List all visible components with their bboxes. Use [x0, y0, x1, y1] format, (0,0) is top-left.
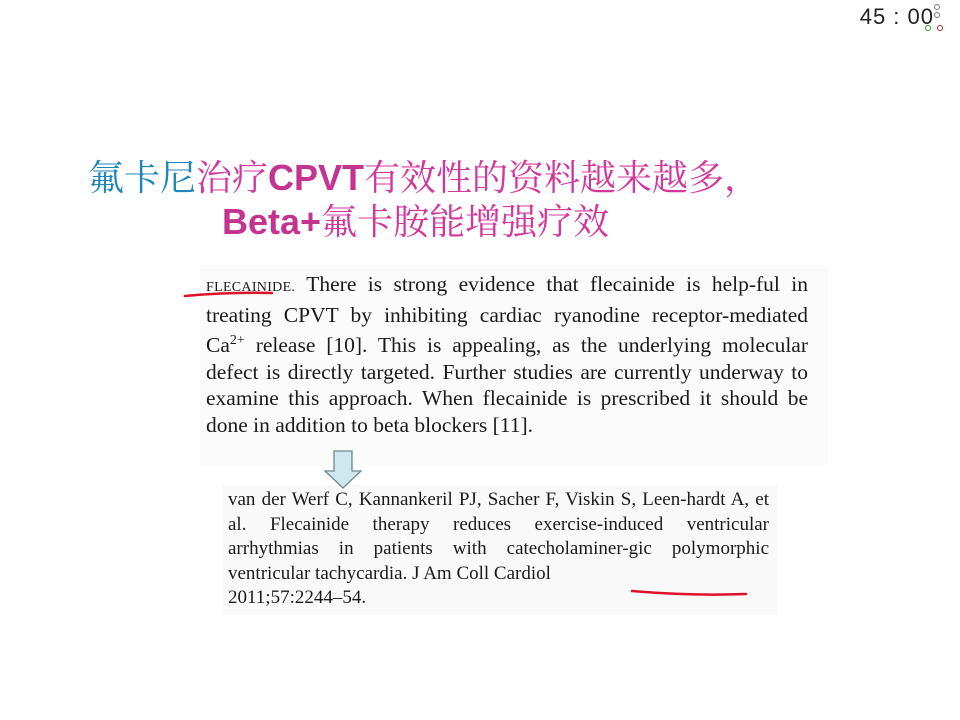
excerpt-text: release [10]. This is appealing, as the underlying molecular defect is directly targeted. Further studies are currently underway to examine this approach. When flecainide is prescribed it should be done in addition to beta blockers [11]. [206, 333, 809, 437]
title-beta: Beta+ [222, 201, 322, 242]
countdown-timer: 45 : 00 [859, 4, 934, 29]
excerpt-superscript: 2+ [229, 333, 245, 348]
title-cpvt: CPVT [268, 157, 365, 198]
excerpt-text: There is strong evidence that flecainide is help-ful in treating CPVT by inhibiting cardiac ryanodine receptor-mediated Ca [206, 272, 808, 358]
reference-text: van der Werf C, Kannankeril PJ, Sacher F, Viskin S, Leen-hardt A, et al. Flecainide therapy reduces exercise-induced ventricular arrhythmias in patients with catecholaminer-gic polymorphic ventricular tachycardia. J [228, 489, 769, 584]
title-text: 有效性的资料越来越多， [364, 158, 761, 199]
title-text: 治疗 [196, 158, 269, 199]
reference-journal: Am Coll Cardiol [423, 562, 551, 584]
down-arrow-icon [325, 451, 361, 488]
excerpt-heading: FLECAINIDE. [206, 280, 296, 295]
title-text: 氟卡胺能增强疗效 [321, 202, 610, 243]
title-drug-name: 氟卡尼 [88, 158, 197, 199]
red-underline-journal [632, 591, 746, 595]
red-underline-flecainide [185, 293, 272, 296]
reference-citation-detail: 2011;57:2244–54. [228, 587, 367, 608]
